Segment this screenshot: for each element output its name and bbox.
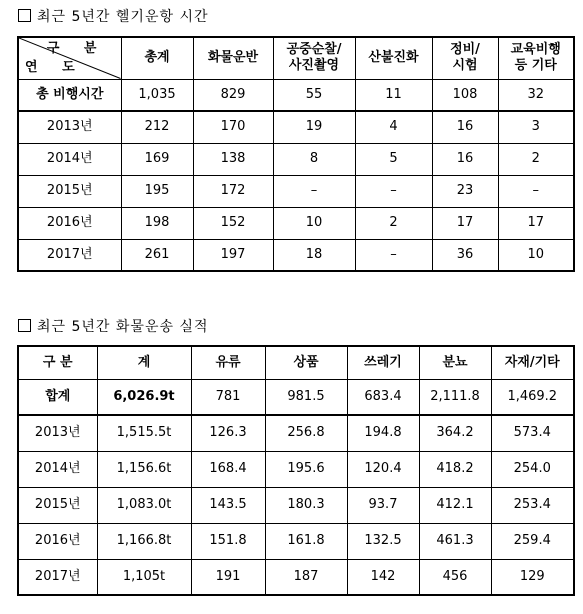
table-cell: 3 <box>498 111 574 143</box>
table-cell: 5 <box>355 143 432 175</box>
table-cell: 180.3 <box>265 487 347 523</box>
table-cell: 259.4 <box>491 523 574 559</box>
header-cell: 상품 <box>265 346 347 379</box>
table-cell: 2 <box>355 207 432 239</box>
row-label: 2016년 <box>18 523 97 559</box>
table-cell: 1,469.2 <box>491 379 574 415</box>
row-label: 2017년 <box>18 559 97 595</box>
table-row <box>18 111 574 143</box>
table-cell: 1,515.5t <box>97 415 191 451</box>
table-cell: 17 <box>432 207 498 239</box>
table-cell: – <box>273 175 355 207</box>
row-label: 2014년 <box>18 451 97 487</box>
row-label: 합계 <box>18 379 97 415</box>
header-cell: 교육비행 등 기타 <box>498 37 574 79</box>
header-cell: 정비/ 시험 <box>432 37 498 79</box>
table-cell: 195 <box>121 175 193 207</box>
table-cell: 364.2 <box>419 415 491 451</box>
table-cell: 142 <box>347 559 419 595</box>
table-cell: 126.3 <box>191 415 265 451</box>
table-cell: 172 <box>193 175 273 207</box>
table-cell: 169 <box>121 143 193 175</box>
table-cell: 2,111.8 <box>419 379 491 415</box>
table-cell: 17 <box>498 207 574 239</box>
table-cell: 418.2 <box>419 451 491 487</box>
header-cell: 자재/기타 <box>491 346 574 379</box>
header-cell: 분뇨 <box>419 346 491 379</box>
corner-bottom-label: 연 도 <box>25 59 85 75</box>
table-cell: 412.1 <box>419 487 491 523</box>
table-cell: 187 <box>265 559 347 595</box>
row-label: 2014년 <box>18 143 121 175</box>
table-cell: – <box>355 239 432 271</box>
table-cell: 253.4 <box>491 487 574 523</box>
table-cell: 151.8 <box>191 523 265 559</box>
table-cell: 55 <box>273 79 355 111</box>
table-cell: 32 <box>498 79 574 111</box>
table-row <box>18 239 574 271</box>
table-cell: 23 <box>432 175 498 207</box>
table-cell: 1,035 <box>121 79 193 111</box>
table-cell: 16 <box>432 143 498 175</box>
table-cell: 8 <box>273 143 355 175</box>
table-cell: 1,166.8t <box>97 523 191 559</box>
table-cell: 10 <box>498 239 574 271</box>
table-cell: 197 <box>193 239 273 271</box>
table-cell: 120.4 <box>347 451 419 487</box>
table-row <box>18 559 574 595</box>
table-cell: 6,026.9t <box>97 379 191 415</box>
table-cell: 170 <box>193 111 273 143</box>
table-cell: 212 <box>121 111 193 143</box>
section2-title: 최근 5년간 화물운송 실적 <box>37 319 209 335</box>
header-cell: 구 분 <box>18 346 97 379</box>
row-label: 2015년 <box>18 487 97 523</box>
table-cell: 108 <box>432 79 498 111</box>
table-cell: 683.4 <box>347 379 419 415</box>
cargo-transport-table <box>17 345 575 596</box>
header-cell: 총계 <box>121 37 193 79</box>
table-row <box>18 175 574 207</box>
table-row <box>18 379 574 415</box>
table-cell: 573.4 <box>491 415 574 451</box>
table-row <box>18 79 574 111</box>
table-cell: 1,105t <box>97 559 191 595</box>
table-cell: 194.8 <box>347 415 419 451</box>
table-cell: 93.7 <box>347 487 419 523</box>
table-cell: 168.4 <box>191 451 265 487</box>
table-cell: 2 <box>498 143 574 175</box>
table-row <box>18 523 574 559</box>
table-cell: 981.5 <box>265 379 347 415</box>
table-row <box>18 143 574 175</box>
checkbox-square-icon <box>18 9 31 22</box>
table-cell: 781 <box>191 379 265 415</box>
table-cell: 129 <box>491 559 574 595</box>
table-cell: 132.5 <box>347 523 419 559</box>
row-label: 총 비행시간 <box>18 79 121 111</box>
helicopter-hours-table <box>17 36 575 272</box>
table-cell: 461.3 <box>419 523 491 559</box>
header-cell: 쓰레기 <box>347 346 419 379</box>
table-cell: 261 <box>121 239 193 271</box>
row-label: 2013년 <box>18 111 121 143</box>
table-cell: 1,156.6t <box>97 451 191 487</box>
section2-heading <box>18 318 209 336</box>
table-row <box>18 487 574 523</box>
table-cell: 18 <box>273 239 355 271</box>
header-cell: 산불진화 <box>355 37 432 79</box>
table-row <box>18 207 574 239</box>
table-cell: 10 <box>273 207 355 239</box>
table-cell: 16 <box>432 111 498 143</box>
corner-header <box>18 37 121 79</box>
header-cell: 공중순찰/ 사진촬영 <box>273 37 355 79</box>
row-label: 2016년 <box>18 207 121 239</box>
table-cell: 829 <box>193 79 273 111</box>
section1-title: 최근 5년간 헬기운항 시간 <box>37 9 209 25</box>
row-label: 2017년 <box>18 239 121 271</box>
table-cell: 152 <box>193 207 273 239</box>
row-label: 2015년 <box>18 175 121 207</box>
table-cell: 191 <box>191 559 265 595</box>
row-label: 2013년 <box>18 415 97 451</box>
table-cell: 4 <box>355 111 432 143</box>
table-cell: 11 <box>355 79 432 111</box>
table-cell: 138 <box>193 143 273 175</box>
table-cell: 254.0 <box>491 451 574 487</box>
table-cell: 1,083.0t <box>97 487 191 523</box>
checkbox-square-icon <box>18 319 31 332</box>
table-cell: 195.6 <box>265 451 347 487</box>
table-cell: 198 <box>121 207 193 239</box>
table-cell: – <box>355 175 432 207</box>
header-cell: 계 <box>97 346 191 379</box>
table-cell: 19 <box>273 111 355 143</box>
table-cell: – <box>498 175 574 207</box>
table-cell: 161.8 <box>265 523 347 559</box>
table-row <box>18 415 574 451</box>
header-cell: 유류 <box>191 346 265 379</box>
table-cell: 456 <box>419 559 491 595</box>
table-row <box>18 451 574 487</box>
corner-top-label: 구 분 <box>46 41 107 56</box>
header-cell: 화물운반 <box>193 37 273 79</box>
table-cell: 256.8 <box>265 415 347 451</box>
table-cell: 143.5 <box>191 487 265 523</box>
table-cell: 36 <box>432 239 498 271</box>
section1-heading <box>18 8 209 26</box>
